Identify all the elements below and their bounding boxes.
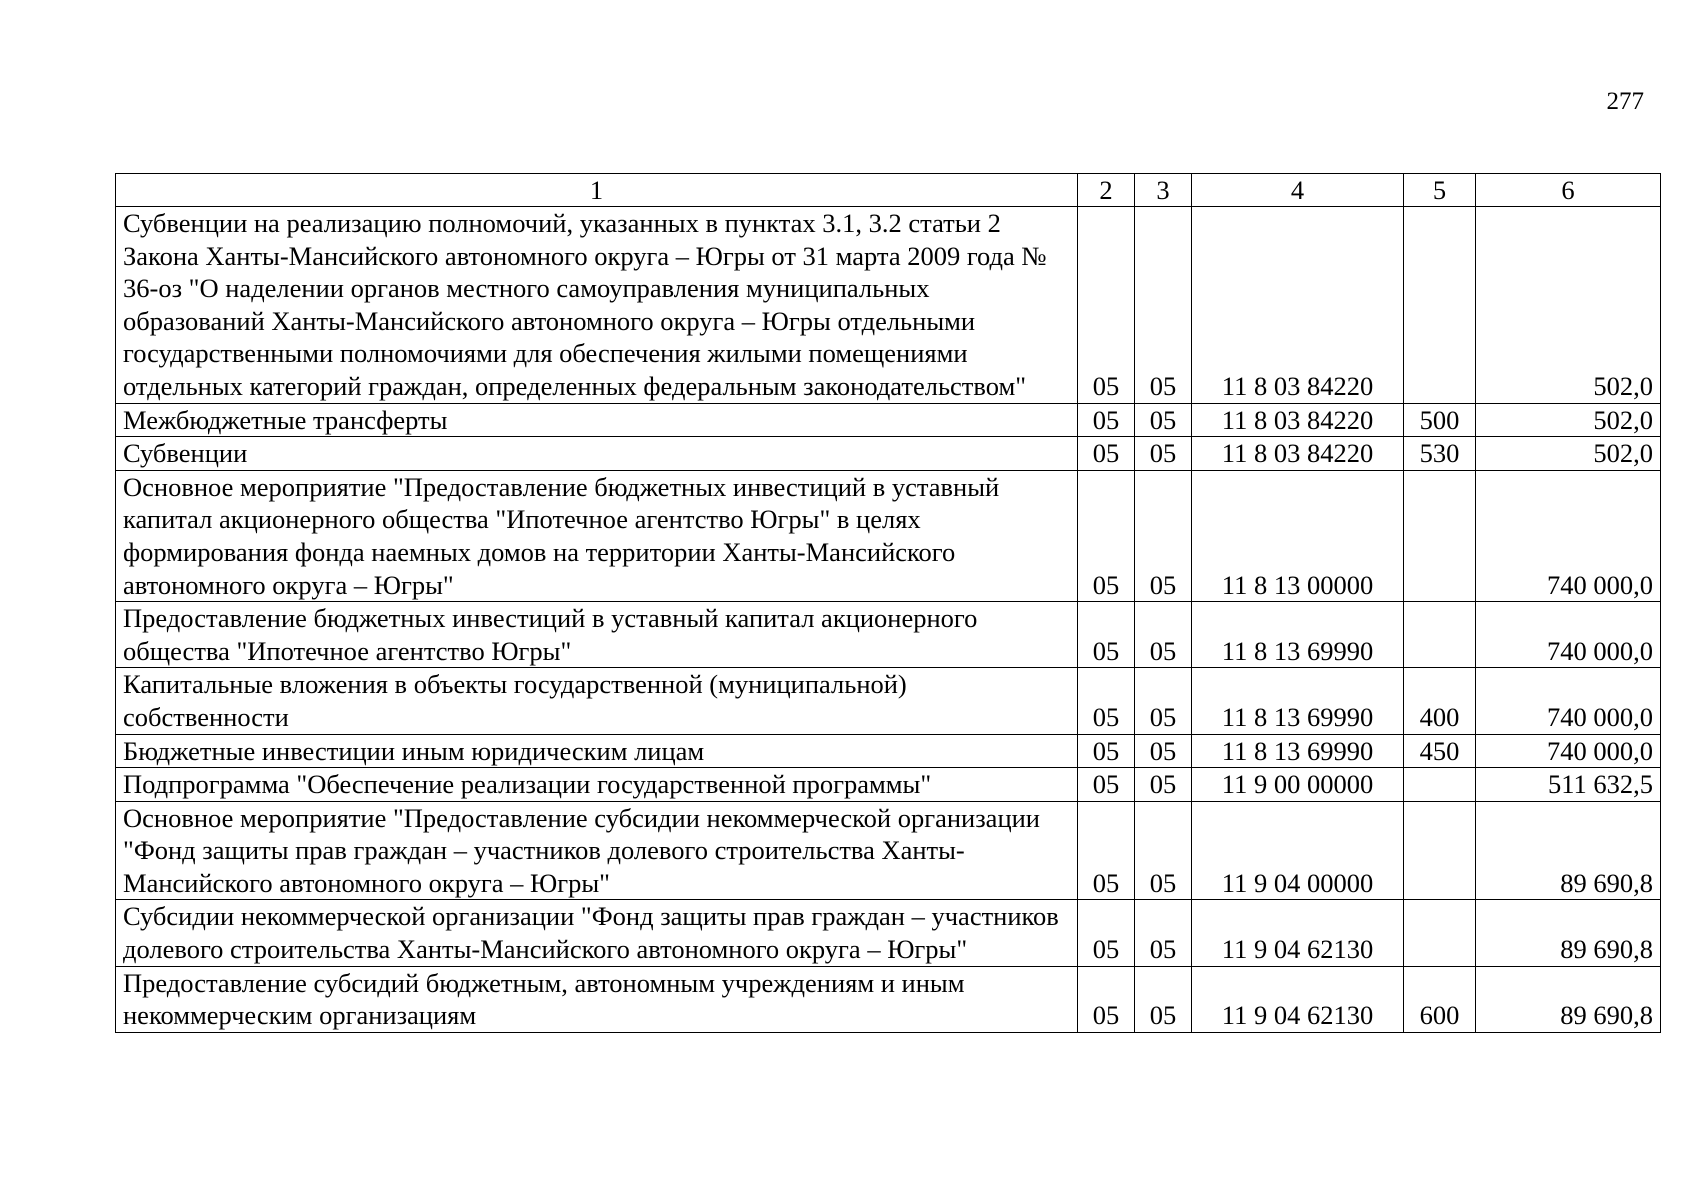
column-header-section: 2 <box>1078 174 1135 207</box>
cell-section: 05 <box>1078 403 1135 437</box>
cell-code: 11 8 13 69990 <box>1192 734 1404 768</box>
table-row <box>116 602 1661 668</box>
cell-expense-type: 500 <box>1404 403 1476 437</box>
cell-name: Подпрограмма "Обеспечение реализации государственной программы" <box>116 768 1078 802</box>
cell-section: 05 <box>1078 734 1135 768</box>
cell-code: 11 8 03 84220 <box>1192 403 1404 437</box>
cell-subsection: 05 <box>1135 966 1192 1032</box>
cell-amount: 502,0 <box>1476 403 1661 437</box>
column-header-code: 4 <box>1192 174 1404 207</box>
cell-expense-type <box>1404 900 1476 966</box>
cell-amount: 89 690,8 <box>1476 966 1661 1032</box>
table-row <box>116 437 1661 471</box>
table-row <box>116 470 1661 601</box>
cell-expense-type <box>1404 207 1476 404</box>
column-header-subsection: 3 <box>1135 174 1192 207</box>
cell-code: 11 8 13 00000 <box>1192 470 1404 601</box>
column-header-name: 1 <box>116 174 1078 207</box>
cell-name: Капитальные вложения в объекты государственной (муниципальной) собственности <box>116 668 1078 734</box>
cell-code: 11 8 03 84220 <box>1192 437 1404 471</box>
cell-code: 11 9 04 62130 <box>1192 900 1404 966</box>
cell-subsection: 05 <box>1135 801 1192 900</box>
table-row <box>116 734 1661 768</box>
table-row <box>116 668 1661 734</box>
cell-subsection: 05 <box>1135 668 1192 734</box>
column-header-amount: 6 <box>1476 174 1661 207</box>
table-row <box>116 801 1661 900</box>
cell-subsection: 05 <box>1135 403 1192 437</box>
cell-code: 11 9 04 00000 <box>1192 801 1404 900</box>
table-row <box>116 900 1661 966</box>
cell-section: 05 <box>1078 207 1135 404</box>
cell-section: 05 <box>1078 900 1135 966</box>
cell-section: 05 <box>1078 668 1135 734</box>
column-header-type: 5 <box>1404 174 1476 207</box>
cell-subsection: 05 <box>1135 768 1192 802</box>
cell-name: Субвенции на реализацию полномочий, указанных в пунктах 3.1, 3.2 статьи 2 Закона Ханты-Мансийского автономного округа – Югры от 31 марта 2009 года № 36-оз "О наделении органов местного самоуправления муниципальных образований Ханты-Мансийского автономного округа – Югры отдельными государственными полномочиями для обеспечения жилыми помещениями отдельных категорий граждан, определенных федеральным законодательством" <box>116 207 1078 404</box>
cell-expense-type: 450 <box>1404 734 1476 768</box>
cell-name: Предоставление субсидий бюджетным, автономным учреждениям и иным некоммерческим организациям <box>116 966 1078 1032</box>
cell-code: 11 8 13 69990 <box>1192 668 1404 734</box>
cell-amount: 740 000,0 <box>1476 470 1661 601</box>
cell-expense-type <box>1404 801 1476 900</box>
cell-name: Межбюджетные трансферты <box>116 403 1078 437</box>
cell-code: 11 8 13 69990 <box>1192 602 1404 668</box>
cell-code: 11 9 04 62130 <box>1192 966 1404 1032</box>
cell-subsection: 05 <box>1135 470 1192 601</box>
cell-section: 05 <box>1078 966 1135 1032</box>
cell-code: 11 8 03 84220 <box>1192 207 1404 404</box>
cell-amount: 740 000,0 <box>1476 734 1661 768</box>
cell-amount: 502,0 <box>1476 207 1661 404</box>
cell-name: Бюджетные инвестиции иным юридическим лицам <box>116 734 1078 768</box>
cell-expense-type <box>1404 768 1476 802</box>
cell-amount: 511 632,5 <box>1476 768 1661 802</box>
cell-subsection: 05 <box>1135 900 1192 966</box>
table-row <box>116 966 1661 1032</box>
cell-section: 05 <box>1078 768 1135 802</box>
cell-amount: 89 690,8 <box>1476 801 1661 900</box>
cell-amount: 89 690,8 <box>1476 900 1661 966</box>
cell-name: Предоставление бюджетных инвестиций в уставный капитал акционерного общества "Ипотечное агентство Югры" <box>116 602 1078 668</box>
cell-expense-type: 400 <box>1404 668 1476 734</box>
cell-expense-type <box>1404 602 1476 668</box>
cell-amount: 502,0 <box>1476 437 1661 471</box>
cell-name: Основное мероприятие "Предоставление бюджетных инвестиций в уставный капитал акционерного общества "Ипотечное агентство Югры" в целях формирования фонда наемных домов на территории Ханты-Мансийского автономного округа – Югры" <box>116 470 1078 601</box>
cell-expense-type: 530 <box>1404 437 1476 471</box>
header-row <box>116 174 1661 207</box>
budget-table <box>115 173 1661 1033</box>
table-row <box>116 768 1661 802</box>
table-row <box>116 207 1661 404</box>
cell-code: 11 9 00 00000 <box>1192 768 1404 802</box>
cell-expense-type <box>1404 470 1476 601</box>
cell-amount: 740 000,0 <box>1476 668 1661 734</box>
cell-name: Основное мероприятие "Предоставление субсидии некоммерческой организации "Фонд защиты прав граждан – участников долевого строительства Ханты-Мансийского автономного округа – Югры" <box>116 801 1078 900</box>
cell-amount: 740 000,0 <box>1476 602 1661 668</box>
cell-subsection: 05 <box>1135 734 1192 768</box>
page-number: 277 <box>1606 88 1644 115</box>
cell-expense-type: 600 <box>1404 966 1476 1032</box>
cell-section: 05 <box>1078 470 1135 601</box>
cell-section: 05 <box>1078 437 1135 471</box>
cell-name: Субвенции <box>116 437 1078 471</box>
cell-subsection: 05 <box>1135 602 1192 668</box>
cell-name: Субсидии некоммерческой организации "Фонд защиты прав граждан – участников долевого строительства Ханты-Мансийского автономного округа – Югры" <box>116 900 1078 966</box>
cell-subsection: 05 <box>1135 207 1192 404</box>
cell-section: 05 <box>1078 801 1135 900</box>
cell-subsection: 05 <box>1135 437 1192 471</box>
cell-section: 05 <box>1078 602 1135 668</box>
table-row <box>116 403 1661 437</box>
